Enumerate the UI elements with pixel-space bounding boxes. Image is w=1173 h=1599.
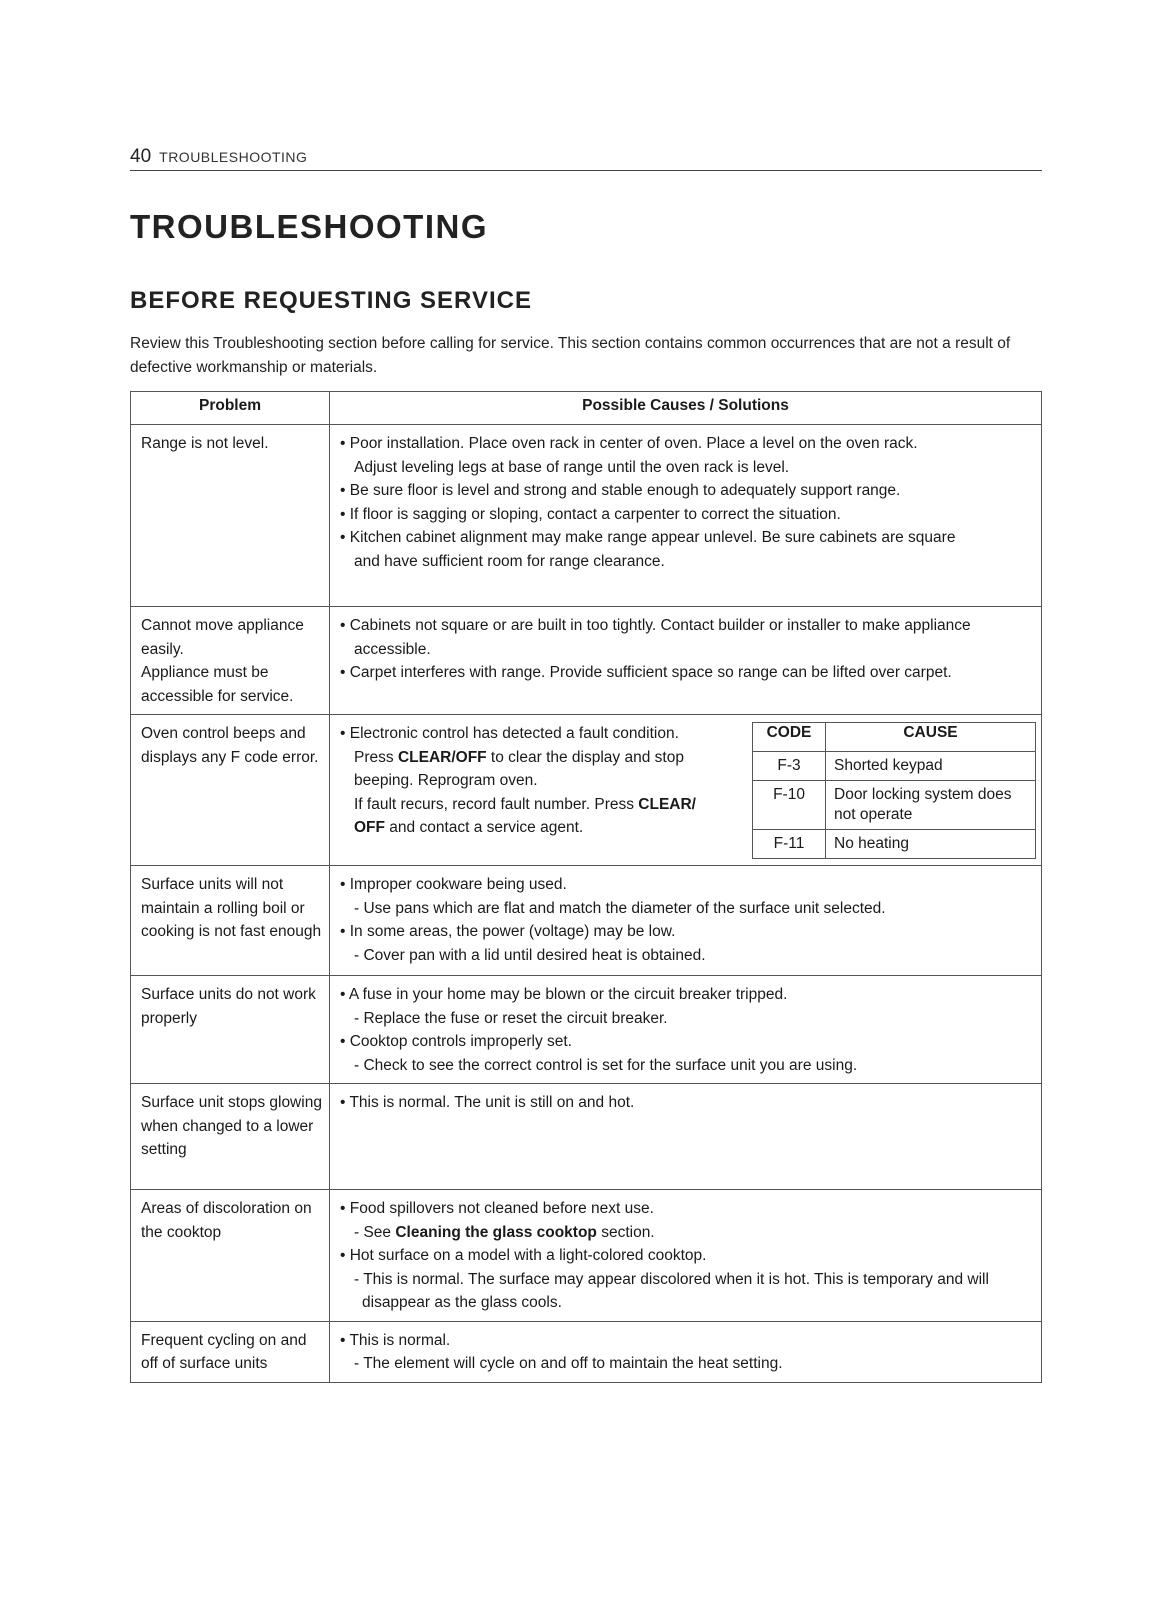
table-row — [131, 866, 1042, 976]
code-row — [753, 752, 1036, 781]
solution-line: disappear as the glass cools. — [362, 1294, 562, 1311]
table-row — [131, 1321, 1042, 1382]
code-row — [753, 830, 1036, 859]
problem-cell: Cannot move appliance easily. Appliance must be accessible for service. — [131, 607, 330, 715]
fault-cause: No heating — [826, 830, 1036, 859]
off-key-label: OFF — [354, 819, 385, 836]
clear-off-key-label: CLEAR/OFF — [397, 748, 487, 766]
solution-line: • Carpet interferes with range. Provide sufficient space so range can be lifted over carpet. — [340, 664, 952, 681]
solution-line: • Electronic control has detected a fault condition. — [340, 725, 679, 742]
solution-line: • Be sure floor is level and strong and stable enough to adequately support range. — [340, 482, 901, 499]
oven-control-solution — [340, 722, 735, 840]
solution-line: - Check to see the correct control is set for the surface unit you are using. — [354, 1056, 858, 1074]
solution-line: - Cover pan with a lid until desired heat is obtained. — [354, 946, 706, 964]
column-header-problem: Problem — [131, 392, 330, 425]
solution-line: • Kitchen cabinet alignment may make range appear unlevel. Be sure cabinets are square — [340, 529, 956, 546]
solution-line: - This is normal. The surface may appear discolored when it is hot. This is temporary and will — [354, 1270, 989, 1288]
clear-key-label: CLEAR/ — [638, 795, 696, 813]
solution-line: • Cabinets not square or are built in too tightly. Contact builder or installer to make appliance — [340, 617, 971, 634]
solution-line: - Use pans which are flat and match the diameter of the surface unit selected. — [354, 899, 886, 917]
solution-line: Press CLEAR/OFF to clear the display and stop — [354, 748, 684, 766]
fault-cause: Shorted keypad — [826, 752, 1036, 781]
solution-cell — [330, 866, 1042, 976]
table-header-row — [131, 392, 1042, 425]
table-row — [131, 607, 1042, 715]
solution-line: • This is normal. The unit is still on and hot. — [340, 1094, 635, 1111]
problem-cell: Surface units do not work properly — [131, 976, 330, 1084]
solution-line: • Improper cookware being used. — [340, 876, 567, 893]
solution-cell — [330, 976, 1042, 1084]
table-row — [131, 715, 1042, 866]
code-column-header: CODE — [753, 723, 826, 752]
column-header-solutions: Possible Causes / Solutions — [330, 392, 1042, 425]
table-row — [131, 1084, 1042, 1190]
problem-cell: Range is not level. — [131, 425, 330, 607]
problem-cell: Areas of discoloration on the cooktop — [131, 1190, 330, 1322]
code-table-header — [753, 723, 1036, 752]
problem-cell: Frequent cycling on and off of surface units — [131, 1321, 330, 1382]
section-subtitle: BEFORE REQUESTING SERVICE — [130, 287, 532, 314]
solution-line: • This is normal. — [340, 1331, 451, 1349]
page-title: TROUBLESHOOTING — [130, 208, 488, 245]
fault-code-table — [752, 722, 1036, 859]
table-row — [131, 425, 1042, 607]
solution-line: • If floor is sagging or sloping, contact a carpenter to correct the situation. — [340, 505, 841, 523]
header-section-name: TROUBLESHOOTING — [159, 149, 308, 165]
solution-cell — [330, 607, 1042, 715]
fault-code: F-3 — [753, 752, 826, 781]
code-row — [753, 781, 1036, 830]
solution-line: beeping. Reprogram oven. — [354, 772, 538, 789]
page-number: 40 — [130, 146, 152, 167]
solution-line: and have sufficient room for range clearance. — [354, 552, 665, 570]
cause-column-header: CAUSE — [826, 723, 1036, 752]
solution-line: If fault recurs, record fault number. Press CLEAR/ — [354, 795, 696, 813]
cleaning-section-reference: Cleaning the glass cooktop — [395, 1223, 597, 1241]
solution-line: - Replace the fuse or reset the circuit breaker. — [354, 1009, 668, 1027]
problem-cell: Oven control beeps and displays any F code error. — [131, 715, 330, 866]
solution-line: Adjust leveling legs at base of range until the oven rack is level. — [354, 458, 790, 476]
solution-cell — [330, 425, 1042, 607]
table-row — [131, 976, 1042, 1084]
solution-line: accessible. — [354, 640, 431, 658]
solution-line: • Hot surface on a model with a light-colored cooktop. — [340, 1247, 707, 1264]
solution-cell — [330, 1084, 1042, 1190]
solution-line: - See Cleaning the glass cooktop section. — [354, 1223, 655, 1241]
problem-cell: Surface units will not maintain a rolling boil or cooking is not fast enough — [131, 866, 330, 976]
page-header — [130, 146, 1042, 171]
solution-line: • Cooktop controls improperly set. — [340, 1033, 572, 1050]
solution-line: • A fuse in your home may be blown or the circuit breaker tripped. — [340, 986, 788, 1003]
fault-code: F-10 — [753, 781, 826, 830]
solution-line: • In some areas, the power (voltage) may be low. — [340, 923, 676, 940]
fault-cause: Door locking system does not operate — [826, 781, 1036, 830]
table-row — [131, 1190, 1042, 1322]
solution-line: • Food spillovers not cleaned before next use. — [340, 1200, 654, 1217]
solution-line: • Poor installation. Place oven rack in center of oven. Place a level on the oven rack. — [340, 435, 918, 452]
solution-cell — [330, 715, 1042, 866]
solution-line: OFF and contact a service agent. — [354, 819, 584, 836]
problem-cell: Surface unit stops glowing when changed to a lower setting — [131, 1084, 330, 1190]
fault-code: F-11 — [753, 830, 826, 859]
solution-cell — [330, 1190, 1042, 1322]
troubleshooting-table — [130, 391, 1042, 1383]
solution-line: - The element will cycle on and off to maintain the heat setting. — [354, 1355, 783, 1372]
solution-cell — [330, 1321, 1042, 1382]
intro-paragraph: Review this Troubleshooting section before calling for service. This section contains common occurrences that are not a result of defective workmanship or materials. — [130, 335, 1011, 376]
